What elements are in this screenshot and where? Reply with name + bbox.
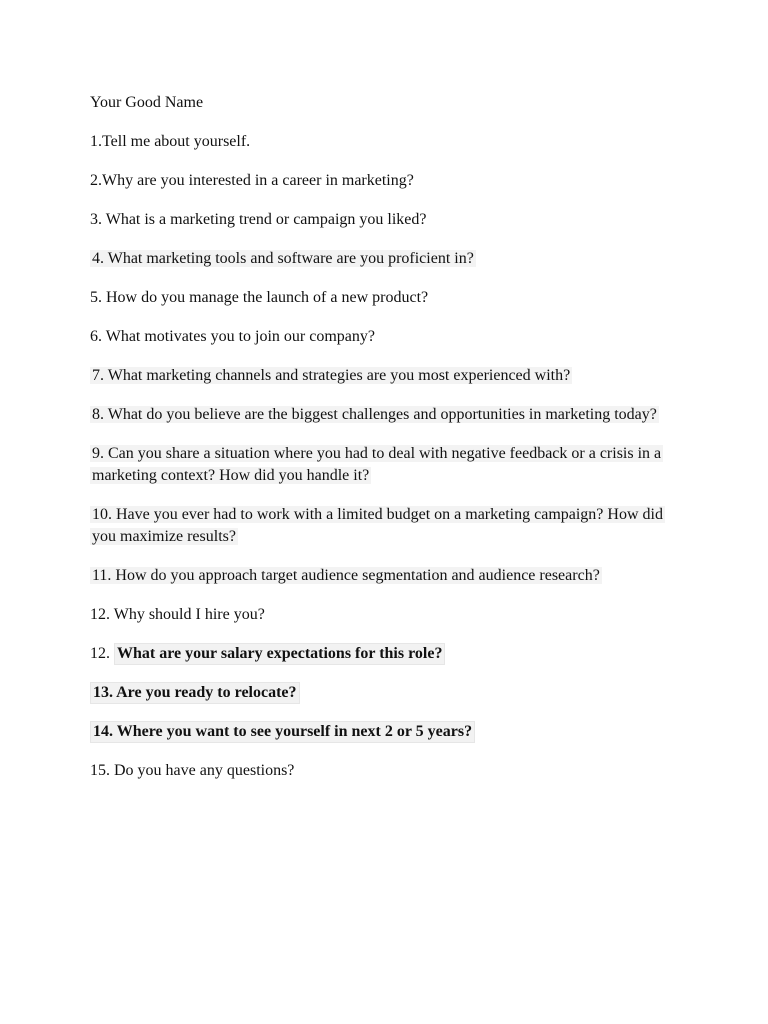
question-14: 14. Where you want to see yourself in next 2 or 5 years?: [90, 721, 690, 743]
question-13: 13. Are you ready to relocate?: [90, 682, 690, 704]
question-8: 8. What do you believe are the biggest challenges and opportunities in marketing today?: [92, 406, 657, 423]
question-6: 6. What motivates you to join our company?: [90, 328, 375, 345]
question-10: 10. Have you ever had to work with a limited budget on a marketing campaign? How did you maximize results?: [92, 506, 663, 545]
question-1: 1.Tell me about yourself.: [90, 133, 251, 150]
document-page: [90, 92, 690, 799]
question-3: 3. What is a marketing trend or campaign you liked?: [90, 211, 427, 228]
question-5: 5. How do you manage the launch of a new product?: [90, 289, 429, 306]
question-9: 9. Can you share a situation where you had to deal with negative feedback or a crisis in a marketing context? How did you handle it?: [92, 445, 662, 484]
question-4: 4. What marketing tools and software are you proficient in?: [92, 250, 474, 267]
question-11: 11. How do you approach target audience segmentation and audience research?: [92, 567, 600, 584]
document-heading: Your Good Name: [90, 94, 204, 111]
question-12-salary: 12. What are your salary expectations for this role?: [90, 643, 690, 665]
question-2: 2.Why are you interested in a career in marketing?: [90, 172, 414, 189]
question-7: 7. What marketing channels and strategies are you most experienced with?: [92, 367, 571, 384]
question-15: 15. Do you have any questions?: [90, 762, 295, 779]
question-12: 12. Why should I hire you?: [90, 606, 265, 623]
